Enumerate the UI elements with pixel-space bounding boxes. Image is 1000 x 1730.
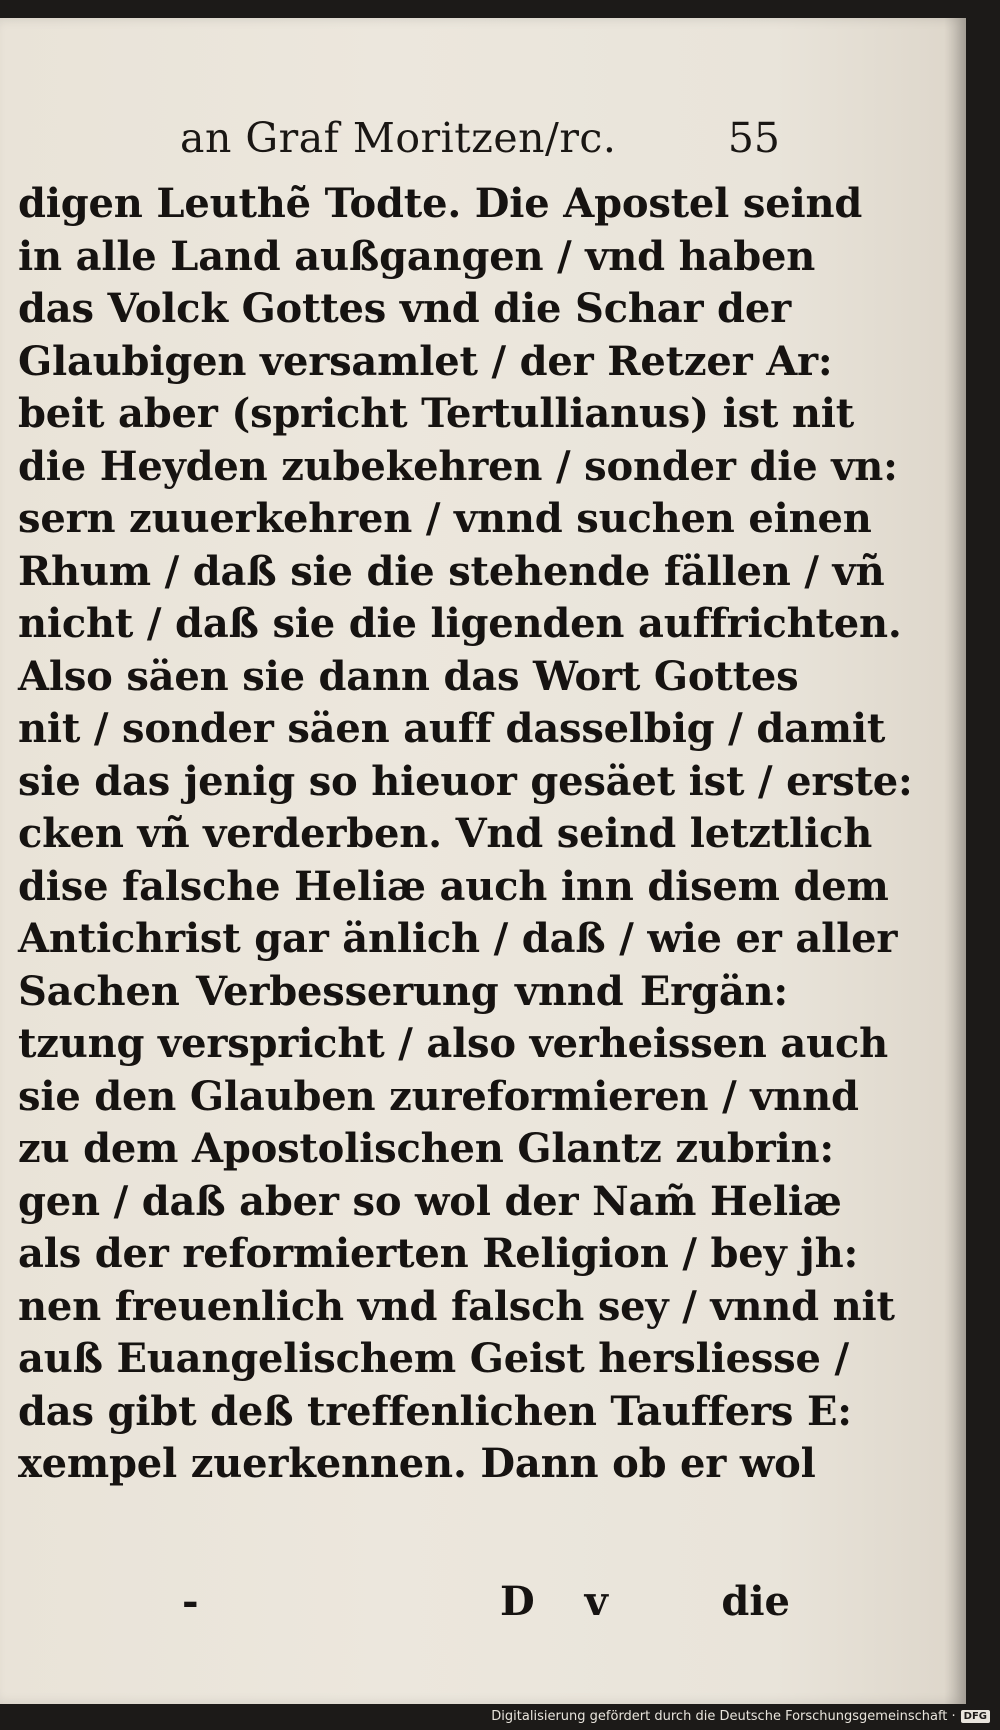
text-line: zu dem Apostolischen Glantz zubrin:: [18, 1125, 834, 1172]
text-line: in alle Land außgangen / vnd haben: [18, 232, 816, 280]
signature-mark: D v: [500, 1578, 626, 1625]
digitization-credit: [491, 1709, 990, 1724]
credit-text: Digitalisierung gefördert durch die Deutsche Forschungsgemeinschaft ·: [491, 1709, 956, 1724]
text-line: das Volck Gottes vnd die Schar der: [18, 285, 791, 332]
text-line: beit aber (spricht Tertullianus) ist nit: [18, 390, 855, 437]
text-line: nen freuenlich vnd falsch sey / vnnd nit: [18, 1282, 895, 1330]
text-line: sie den Glauben zureformieren / vnnd: [18, 1072, 859, 1120]
dfg-logo-icon: DFG: [961, 1710, 990, 1723]
text-line: das gibt deß treffenlichen Tauffers E:: [18, 1387, 852, 1435]
text-line: als der reformierten Religion / bey jh:: [18, 1230, 859, 1277]
text-line: Sachen Verbesserung vnnd Ergän:: [18, 967, 788, 1015]
page-number: 55: [727, 114, 780, 162]
text-line: Antichrist gar änlich / daß / wie er aller: [18, 915, 898, 962]
page-footer: [170, 1578, 790, 1634]
text-line: digen Leuthẽ Todte. Die Apostel seind: [18, 180, 863, 227]
text-line: nicht / daß sie die ligenden auffrichten.: [18, 600, 902, 647]
page-header: [180, 114, 780, 174]
text-line: sern zuuerkehren / vnnd suchen einen: [18, 495, 872, 542]
text-line: dise falsche Heliæ auch inn disem dem: [18, 862, 889, 910]
text-line: Glaubigen versamlet / der Retzer Ar:: [18, 337, 833, 385]
text-line: xempel zuerkennen. Dann ob er wol: [18, 1440, 816, 1487]
text-line: cken vñ verderben. Vnd seind letztlich: [18, 810, 873, 857]
book-page: [0, 18, 966, 1704]
text-line: nit / sonder säen auff dasselbig / damit: [18, 705, 886, 752]
text-line: auß Euangelischem Geist hersliesse /: [18, 1335, 849, 1382]
text-line: sie das jenig so hieuor gesäet ist / erste:: [18, 757, 913, 805]
text-line: tzung verspricht / also verheissen auch: [18, 1020, 889, 1067]
page-edge-shadow: [944, 18, 966, 1704]
text-line: die Heyden zubekehren / sonder die vn:: [18, 442, 898, 490]
catchword: die: [721, 1578, 790, 1625]
text-line: Also säen sie dann das Wort Gottes: [18, 652, 799, 700]
text-line: gen / daß aber so wol der Nam̃ Heliæ: [18, 1177, 842, 1225]
text-line: Rhum / daß sie die stehende fällen / vñ: [18, 547, 885, 595]
body-text: [18, 178, 913, 1491]
footer-dash: -: [182, 1578, 199, 1625]
running-head: an Graf Moritzen/rc.: [180, 114, 617, 162]
